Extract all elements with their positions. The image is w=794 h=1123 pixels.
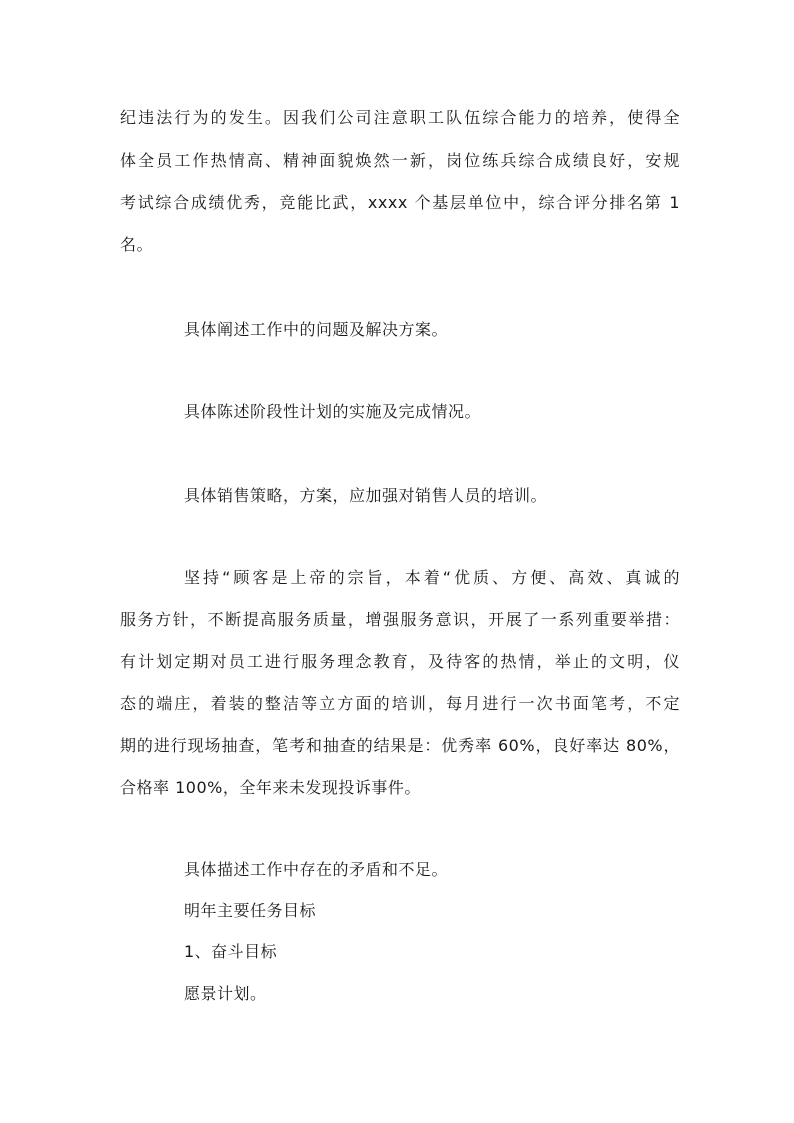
paragraph2-line-3: 有计划定期对员工进行服务理念教育，及待客的热情，举止的文明，仪 (120, 652, 680, 671)
heading-goals: 明年主要任务目标 (184, 901, 317, 920)
heading-goal-1: 1、奋斗目标 (184, 942, 278, 961)
paragraph1-line-3: 考试综合成绩优秀，竞能比武，xxxx 个基层单位中，综合评分排名第 1 (120, 193, 680, 212)
paragraph2-line-5: 期的进行现场抽查，笔考和抽查的结果是：优秀率 60%，良好率达 80%， (120, 736, 680, 755)
paragraph1-line-2: 体全员工作热情高、精神面貌焕然一新，岗位练兵综合成绩良好，安规 (120, 151, 680, 170)
paragraph2-line-1: 坚持“顾客是上帝的宗旨，本着“优质、方便、高效、真诚的 (184, 568, 680, 587)
item-shortfalls: 具体描述工作中存在的矛盾和不足。 (184, 860, 449, 879)
paragraph1-line-1: 纪违法行为的发生。因我们公司注意职工队伍综合能力的培养，使得全 (120, 108, 680, 127)
paragraph2-line-6: 合格率 100%，全年来未发现投诉事件。 (120, 778, 421, 797)
item-problems: 具体阐述工作中的问题及解决方案。 (184, 320, 449, 339)
item-sales: 具体销售策略，方案，应加强对销售人员的培训。 (184, 486, 548, 505)
item-vision: 愿景计划。 (184, 984, 267, 1003)
paragraph1-line-4: 名。 (120, 235, 154, 254)
item-plan: 具体陈述阶段性计划的实施及完成情况。 (184, 402, 482, 421)
paragraph2-line-4: 态的端庄，着装的整洁等立方面的培训，每月进行一次书面笔考，不定 (120, 694, 680, 713)
paragraph2-line-2: 服务方针，不断提高服务质量，增强服务意识，开展了一系列重要举措： (120, 610, 680, 629)
